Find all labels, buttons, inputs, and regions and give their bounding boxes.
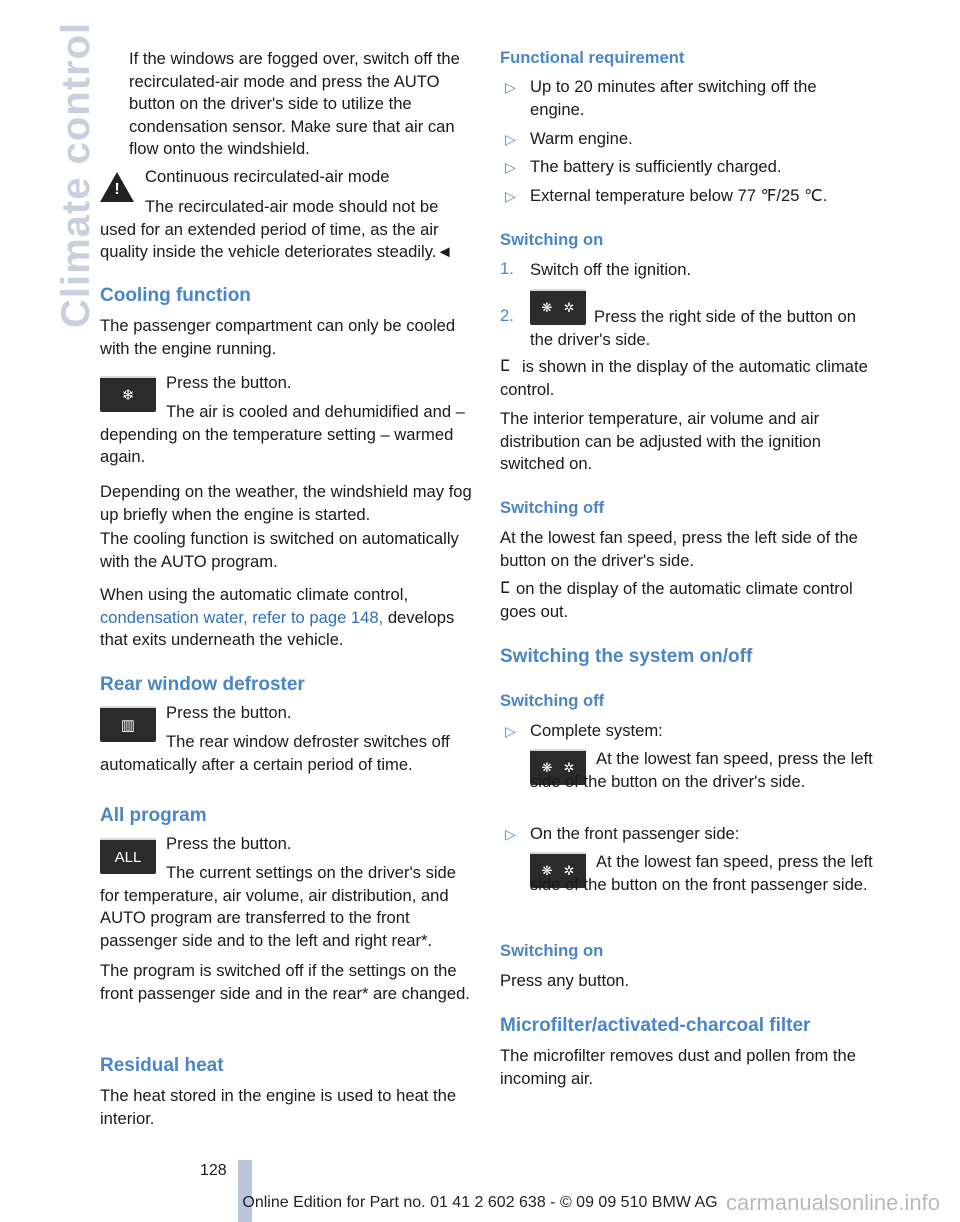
cooling-paragraph-2: Depending on the weather, the windshield may fog up briefly when the engine is started.: [100, 482, 472, 524]
cooling-paragraph-4: [100, 584, 474, 652]
fan-large-icon: ✲: [563, 300, 575, 315]
intro-paragraph: If the windows are fogged over, switch off the recirculated-air mode and press the AUTO button on the driver's side to utilize the condensation sensor. Make sure that air can flow onto the windshield.: [129, 49, 460, 158]
system-switching-off-heading: Switching off: [500, 691, 605, 710]
system-item-2-text: At the lowest fan speed, press the left side of the button on the front passenger side.: [530, 852, 873, 894]
fan-large-icon: ✲: [563, 760, 575, 775]
system-item-1: Complete system:: [530, 721, 663, 740]
switching-off-heading: Switching off: [500, 498, 605, 517]
bullet-arrow-icon: ▷: [505, 79, 516, 95]
all-text: The current settings on the driver's side for temperature, air volume, air distribution, and AUTO program are transferred to the front passenger side and to the left and right rear*.: [100, 863, 457, 950]
all-paragraph-2: The program is switched off if the settings on the front passenger side and in the rear* are changed.: [100, 961, 470, 1003]
cooling-text: The air is cooled and dehumidified and – depending on the temperature setting – warmed again.: [100, 402, 465, 466]
functional-requirement-heading: Functional requirement: [500, 48, 685, 67]
rear-defroster-heading: Rear window defroster: [100, 674, 305, 695]
func-item-2: Warm engine.: [530, 129, 633, 148]
cooling-p4-text-a: When using the automatic climate control,: [100, 585, 409, 604]
step-2-number: 2.: [500, 306, 514, 325]
all-program-heading: All program: [100, 805, 207, 826]
step-1-number: 1.: [500, 259, 514, 278]
residual-heat-text: The heat stored in the engine is used to heat the interior.: [100, 1086, 457, 1128]
rear-defroster-press: Press the button.: [166, 703, 292, 722]
all-button-icon: ALL: [100, 838, 156, 874]
step-2-text: Press the right side of the button on the driver's side.: [530, 307, 856, 349]
residual-heat-heading: Residual heat: [100, 1055, 224, 1076]
bullet-arrow-icon: ▷: [505, 826, 516, 842]
system-item-1-text: At the lowest fan speed, press the left side of the button on the driver's side.: [530, 749, 873, 791]
cooling-button-icon: ❄: [100, 376, 156, 412]
residual-heat-symbol-icon: ⵎ: [500, 580, 510, 597]
condensation-water-link[interactable]: condensation water, refer to page 148,: [100, 607, 384, 627]
cooling-intro: The passenger compartment can only be cooled with the engine running.: [100, 316, 456, 358]
footer-accent-bar: [238, 1160, 252, 1222]
func-item-4: External temperature below 77 ℉/25 ℃.: [530, 186, 828, 205]
system-switching-on-text: Press any button.: [500, 971, 630, 990]
cooling-paragraph-3: The cooling function is switched on automatically with the AUTO program.: [100, 529, 459, 571]
cooling-heading: Cooling function: [100, 285, 251, 306]
func-item-3: The battery is sufficiently charged.: [530, 157, 782, 176]
cooling-p4-text-b: develops that exits underneath the vehicle.: [100, 607, 455, 649]
microfilter-heading: Microfilter/activated-charcoal filter: [500, 1015, 811, 1036]
switching-on-paragraph-2: The interior temperature, air volume and air distribution can be adjusted with the ignition switched on.: [500, 409, 822, 473]
switching-on-display-text: is shown in the display of the automatic climate control.: [500, 357, 868, 399]
switching-on-heading: Switching on: [500, 230, 604, 249]
rear-defroster-button-icon: ▥: [100, 706, 156, 742]
bullet-arrow-icon: ▷: [505, 159, 516, 175]
all-press: Press the button.: [166, 834, 292, 853]
switching-off-display-text: on the display of the automatic climate control goes out.: [500, 579, 853, 621]
system-switching-on-heading: Switching on: [500, 941, 604, 960]
system-on-off-heading: Switching the system on/off: [500, 646, 753, 667]
system-item-2: On the front passenger side:: [530, 824, 740, 843]
fan-large-icon: ✲: [563, 863, 575, 878]
residual-heat-symbol-icon: ⵎ: [500, 358, 510, 375]
warning-text: The recirculated-air mode should not be used for an extended period of time, as the air quality inside the vehicle deteriorates steadily.◄: [100, 197, 453, 261]
fan-small-icon: ❋: [541, 760, 553, 775]
bullet-arrow-icon: ▷: [505, 188, 516, 204]
warning-title: Continuous recirculated-air mode: [145, 167, 390, 186]
step-1-text: Switch off the ignition.: [530, 260, 692, 279]
fan-small-icon: ❋: [541, 863, 553, 878]
cooling-press: Press the button.: [166, 373, 292, 392]
page-number: 128: [200, 1162, 227, 1179]
warning-exclamation-icon: !: [114, 181, 120, 198]
bullet-arrow-icon: ▷: [505, 131, 516, 147]
switching-off-text: At the lowest fan speed, press the left side of the button on the driver's side.: [500, 528, 858, 570]
watermark: carmanualsonline.info: [725, 1190, 940, 1215]
side-section-title: Climate control: [54, 21, 98, 328]
microfilter-text: The microfilter removes dust and pollen from the incoming air.: [500, 1046, 856, 1088]
fan-small-icon: ❋: [541, 300, 553, 315]
func-item-1: Up to 20 minutes after switching off the engine.: [530, 77, 817, 119]
bullet-arrow-icon: ▷: [505, 723, 516, 739]
rear-defroster-text: The rear window defroster switches off automatically after a certain period of time.: [100, 732, 450, 774]
footer-edition: Online Edition for Part no. 01 41 2 602 638 - © 09 09 510 BMW AG: [242, 1194, 718, 1211]
